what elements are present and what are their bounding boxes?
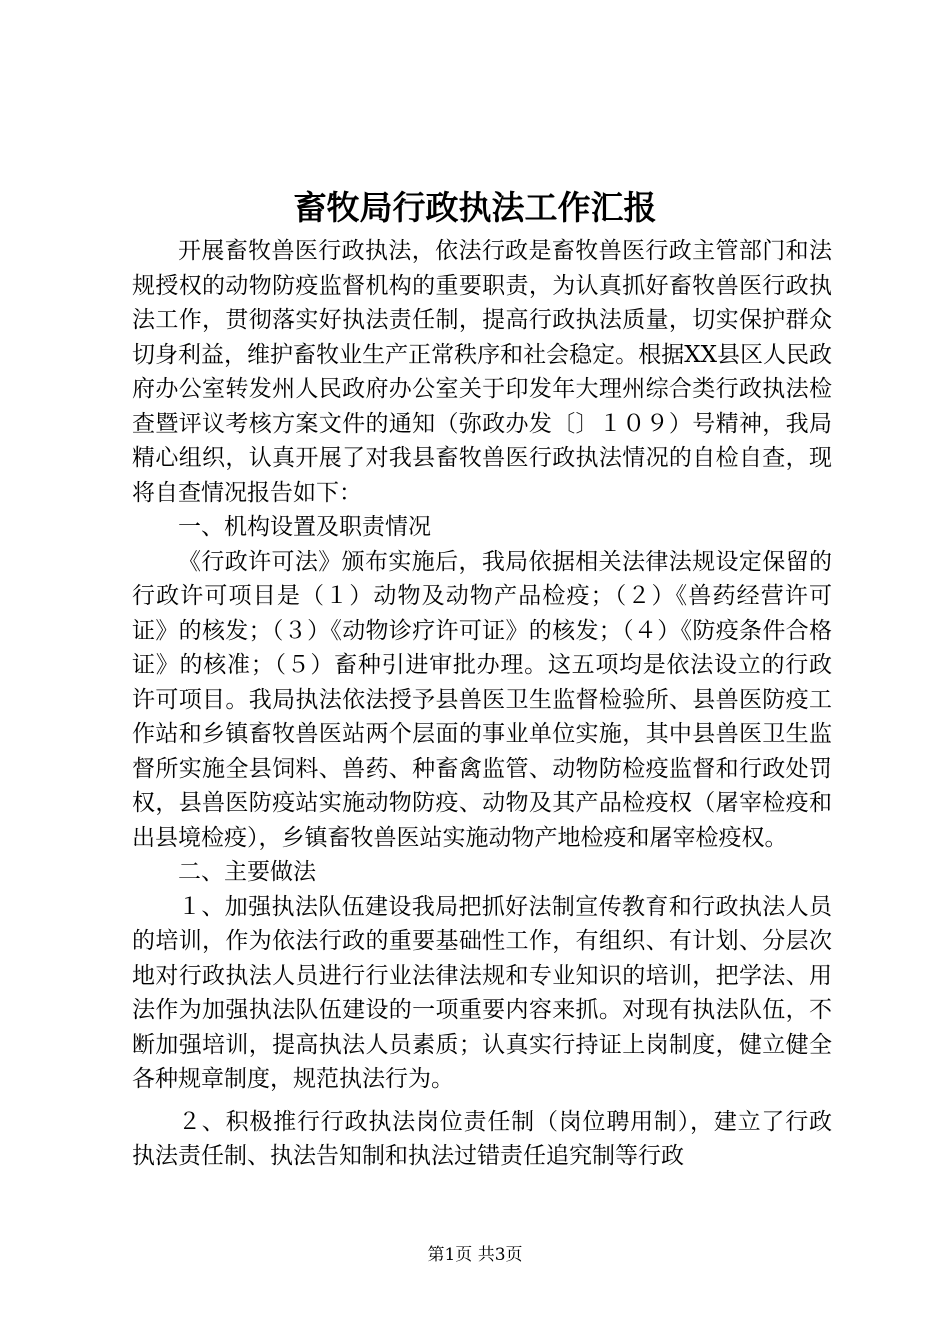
paragraph-item-2: ２、积极推行行政执法岗位责任制（岗位聘用制），建立了行政执法责任制、执法告知制和执法过错责任追究制等行政: [132, 1108, 832, 1169]
section-heading-1: 一、机构设置及职责情况: [178, 514, 431, 540]
paragraph-item-1: １、加强执法队伍建设我局把抓好法制宣传教育和行政执法人员的培训，作为依法行政的重要基础性工作，有组织、有计划、分层次地对行政执法人员进行行业法律法规和专业知识的培训，把学法、用法作为加强执法队伍建设的一项重要内容来抓。对现有执法队伍，不断加强培训，提高执法人员素质；认真实行持证上岗制度，健立健全各种规章制度，规范执法行为。: [132, 893, 832, 1092]
page-footer: 第1页 共3页: [427, 1245, 523, 1265]
section-heading-2: 二、主要做法: [178, 859, 316, 885]
document-body: [132, 234, 832, 1174]
document-title: 畜牧局行政执法工作汇报: [293, 188, 657, 227]
paragraph-intro: 开展畜牧兽医行政执法，依法行政是畜牧兽医行政主管部门和法规授权的动物防疫监督机构的重要职责，为认真抓好畜牧兽医行政执法工作，贯彻落实好执法责任制，提高行政执法质量，切实保护群众切身利益，维护畜牧业生产正常秩序和社会稳定。根据XX县区人民政府办公室转发州人民政府办公室关于印发年大理州综合类行政执法检查暨评议考核方案文件的通知（弥政办发〔〕１０９）号精神，我局精心组织，认真开展了对我县畜牧兽医行政执法情况的自检自查，现将自查情况报告如下：: [132, 238, 832, 506]
paragraph-section-1: 《行政许可法》颁布实施后，我局依据相关法律法规设定保留的行政许可项目是（１）动物及动物产品检疫；（２）《兽药经营许可证》的核发；（３）《动物诊疗许可证》的核发；（４）《防疫条件合格证》的核准；（５）畜种引进审批办理。这五项均是依法设立的行政许可项目。我局执法依法授予县兽医卫生监督检验所、县兽医防疫工作站和乡镇畜牧兽医站两个层面的事业单位实施，其中县兽医卫生监督所实施全县饲料、兽药、种畜禽监管、动物防检疫监督和行政处罚权，县兽医防疫站实施动物防疫、动物及其产品检疫权（屠宰检疫和出县境检疫），乡镇畜牧兽医站实施动物产地检疫和屠宰检疫权。: [132, 548, 832, 851]
